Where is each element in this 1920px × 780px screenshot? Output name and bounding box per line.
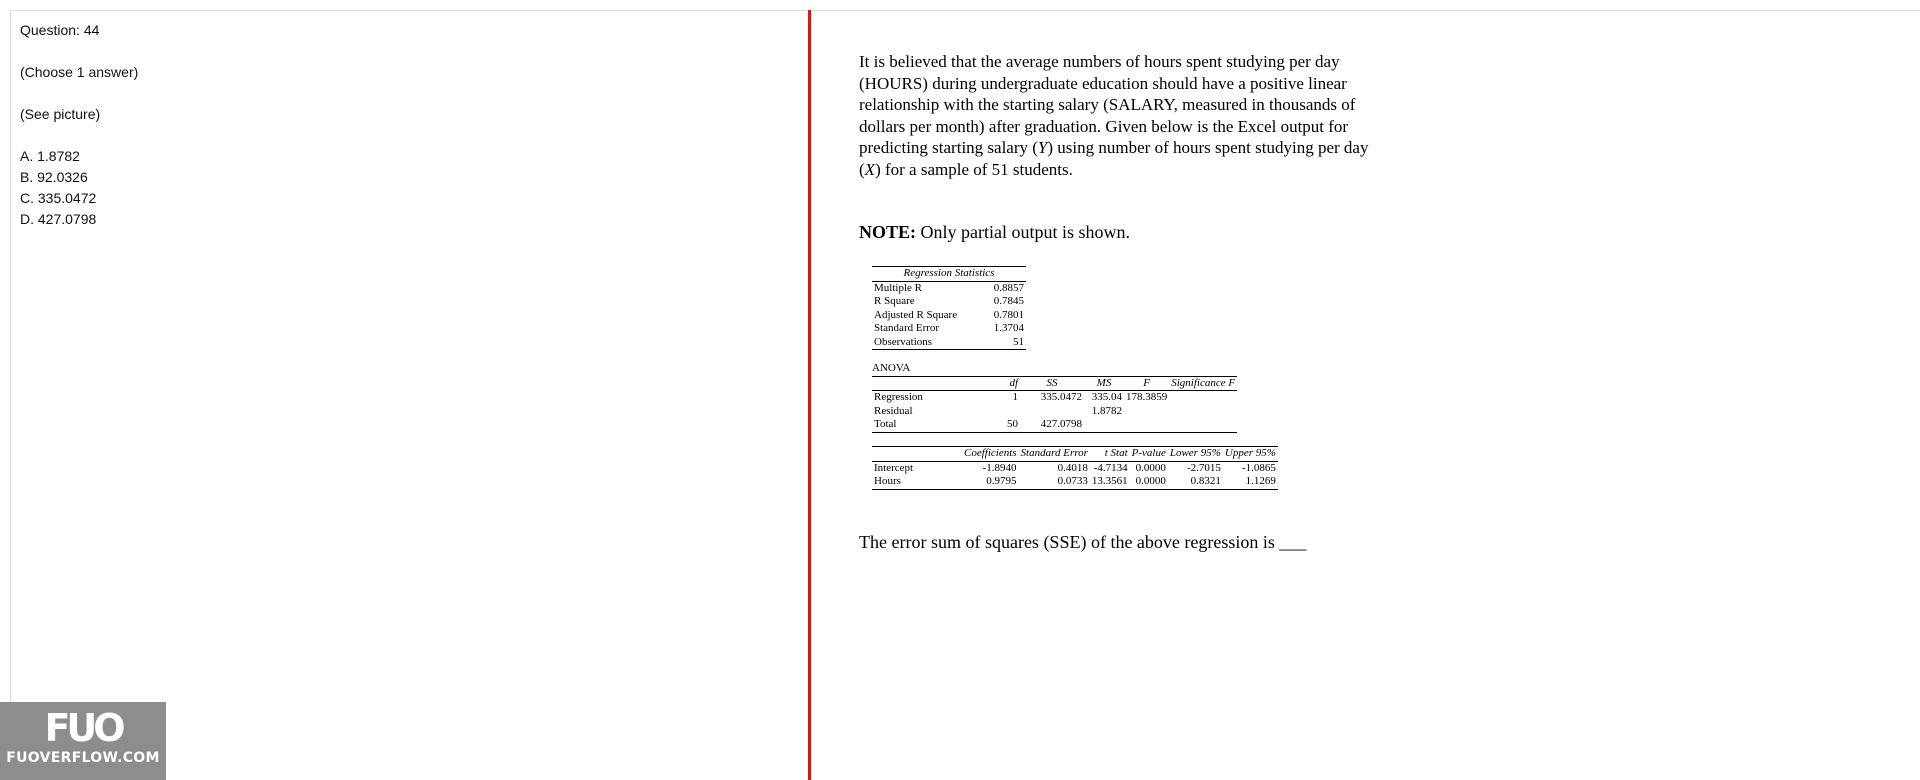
passage-var-x: X xyxy=(864,159,876,179)
answer-option-c[interactable]: C. 335.0472 xyxy=(20,190,97,206)
anova-cell: 427.0798 xyxy=(1020,418,1084,432)
logo-mark: FUO xyxy=(44,706,122,750)
question-hint: (See picture) xyxy=(20,106,101,122)
stat-label: R Square xyxy=(874,295,915,307)
logo-site: FUOVERFLOW.COM xyxy=(6,750,160,766)
anova-cell xyxy=(1169,391,1237,405)
question-instruction: (Choose 1 answer) xyxy=(20,64,139,80)
anova-header xyxy=(872,376,986,391)
passage-text-3: ) for a sample of 51 students. xyxy=(875,159,1073,179)
anova-cell: 335.04 xyxy=(1091,391,1122,403)
coef-header: Standard Error xyxy=(1020,447,1088,459)
coefficients-table xyxy=(872,446,1278,490)
coef-header xyxy=(872,447,962,462)
anova-cell xyxy=(1084,418,1124,432)
answer-option-a[interactable]: A. 1.8782 xyxy=(20,148,80,164)
coef-header: Upper 95% xyxy=(1224,447,1276,459)
coef-cell: -2.7015 xyxy=(1186,461,1221,474)
anova-cell: 50 xyxy=(986,418,1020,432)
answer-option-b[interactable]: B. 92.0326 xyxy=(20,169,88,185)
question-panel xyxy=(10,10,808,780)
coef-header: Lower 95% xyxy=(1169,447,1221,459)
coef-cell: Intercept xyxy=(874,461,914,474)
coef-header: t Stat xyxy=(1090,447,1130,462)
coef-cell: -1.8940 xyxy=(982,461,1017,474)
note-line xyxy=(859,222,1130,243)
stat-label: Standard Error xyxy=(874,322,940,334)
anova-cell: 1.8782 xyxy=(1091,404,1122,417)
anova-cell: 335.0472 xyxy=(1040,391,1082,403)
anova-cell: 178.3859 xyxy=(1126,391,1168,403)
stat-value: 0.7845 xyxy=(993,295,1024,307)
anova-cell: Residual xyxy=(874,404,913,417)
fuoverflow-logo xyxy=(0,702,166,780)
regression-statistics-title: Regression Statistics xyxy=(872,267,1026,282)
anova-header: Significance F xyxy=(1171,376,1236,389)
note-text: Only partial output is shown. xyxy=(916,222,1131,242)
coef-cell: 1.1269 xyxy=(1223,475,1278,489)
passage-text-2: ) using number of hours spent studying per day ( xyxy=(859,138,1369,179)
stat-value: 51 xyxy=(1013,335,1024,348)
question-stem: The error sum of squares (SSE) of the above regression is ___ xyxy=(859,532,1307,552)
coef-cell: 0.8321 xyxy=(1168,475,1223,489)
coef-header: Coefficients xyxy=(964,447,1017,459)
passage-var-y: Y xyxy=(1037,138,1048,157)
anova-header: SS xyxy=(1020,376,1084,391)
coef-cell: -1.0865 xyxy=(1241,461,1276,474)
coef-cell: 0.0733 xyxy=(1019,475,1090,489)
anova-cell xyxy=(986,405,1020,419)
anova-header: df xyxy=(986,376,1020,391)
anova-table xyxy=(872,362,1237,433)
coef-cell: 0.0000 xyxy=(1130,475,1168,489)
anova-title: ANOVA xyxy=(872,362,911,374)
coef-header: P-value xyxy=(1131,447,1166,459)
stat-label: Multiple R xyxy=(874,281,922,294)
coef-cell: Hours xyxy=(872,475,962,489)
anova-cell xyxy=(1124,405,1169,419)
coef-cell: 0.4018 xyxy=(1057,461,1088,474)
anova-cell: Total xyxy=(872,418,986,432)
anova-cell xyxy=(1020,405,1084,419)
passage-text-1: It is believed that the average numbers of hours spent studying per day (HOURS) during undergraduate education should have a positive linear relationship with the starting salary (SALARY, measured in thousands of dollars per month) after graduation. Given below is the Excel output for predicting starting salary ( xyxy=(859,52,1356,157)
stat-value: 0.7801 xyxy=(993,308,1024,321)
anova-cell xyxy=(1169,418,1237,432)
regression-statistics-table xyxy=(872,266,1026,350)
stat-label: Adjusted R Square xyxy=(874,308,958,321)
question-number: Question: 44 xyxy=(20,22,100,38)
problem-passage xyxy=(859,51,1389,180)
stat-value: 1.3704 xyxy=(993,322,1024,334)
coef-cell: -4.7134 xyxy=(1093,461,1128,474)
coef-cell: 13.3561 xyxy=(1091,475,1128,487)
anova-cell xyxy=(1124,418,1169,432)
stat-label: Observations xyxy=(874,335,933,348)
stat-value: 0.8857 xyxy=(993,281,1024,294)
anova-header: F xyxy=(1124,376,1169,391)
anova-cell: 1 xyxy=(1012,391,1018,403)
anova-header: MS xyxy=(1084,376,1124,391)
coef-cell: 0.9795 xyxy=(962,475,1019,489)
question-picture xyxy=(811,10,1920,780)
note-label: NOTE: xyxy=(859,222,917,242)
anova-cell xyxy=(1169,405,1237,419)
answer-option-d[interactable]: D. 427.0798 xyxy=(20,211,97,227)
anova-cell: Regression xyxy=(874,391,923,403)
coef-cell: 0.0000 xyxy=(1135,461,1166,474)
